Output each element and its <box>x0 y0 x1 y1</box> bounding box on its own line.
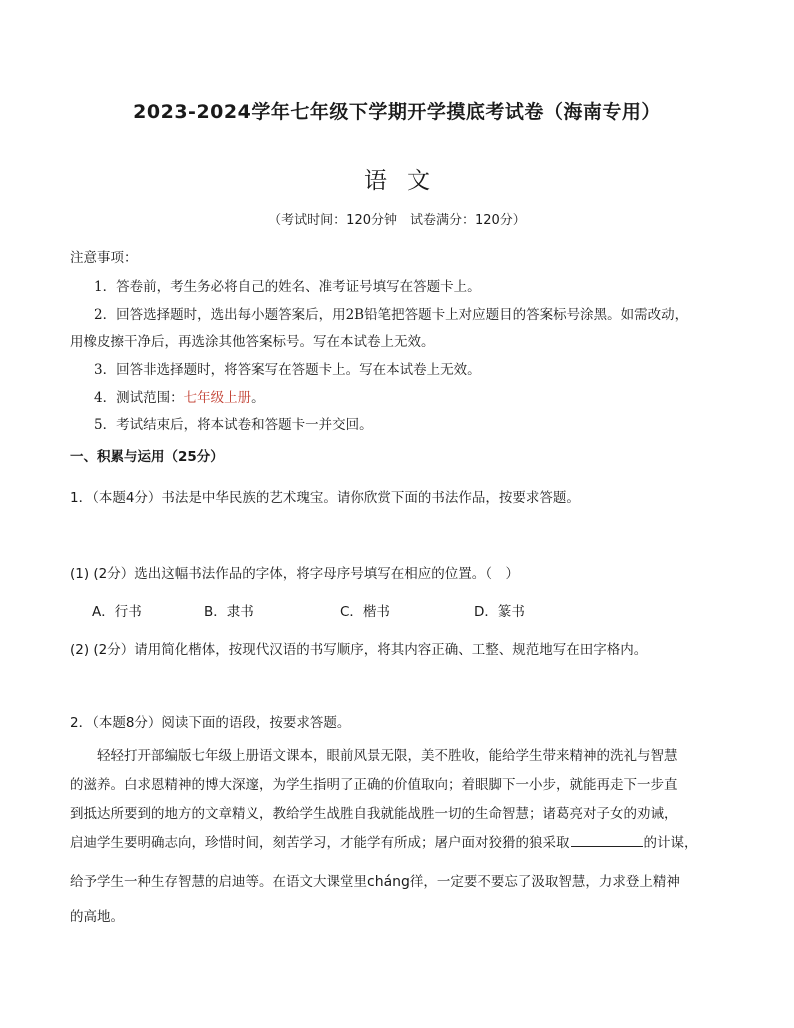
question-1-sub-2: (2) (2分）请用简化楷体，按现代汉语的书写顺序，将其内容正确、工整、规范地写在田字格内。 <box>70 642 648 658</box>
notice-item-2b: 用橡皮擦干净后，再选涂其他答案标号。写在本试卷上无效。 <box>70 334 435 350</box>
pinyin-chang: cháng <box>367 874 410 890</box>
option-d: D．篆书 <box>474 604 525 620</box>
notice-item-4 <box>94 386 265 406</box>
passage-line-3: 到抵达所要到的地方的文章精义，教给学生战胜自我就能战胜一切的生命智慧；诸葛亮对子女的劝诫， <box>70 806 678 822</box>
question-1-stem: 1．（本题4分）书法是中华民族的艺术瑰宝。请你欣赏下面的书法作品，按要求答题。 <box>70 490 580 506</box>
passage-line-4-end: 的计谋， <box>643 835 698 851</box>
option-c: C．楷书 <box>340 604 390 620</box>
passage-line-1: 轻轻打开部编版七年级上册语文课本，眼前风景无限，美不胜收，能给学生带来精神的洗礼与智慧 <box>97 748 678 764</box>
option-a: A．行书 <box>92 604 142 620</box>
notice-item-2a: 2．回答选择题时，选出每小题答案后，用2B铅笔把答题卡上对应题目的答案标号涂黑。如需改动， <box>94 307 689 323</box>
notice-item-1: 1．答卷前，考生务必将自己的姓名、准考证号填写在答题卡上。 <box>94 279 481 295</box>
question-2-stem: 2．（本题8分）阅读下面的语段，按要求答题。 <box>70 715 351 731</box>
passage-line-2: 的滋养。白求恩精神的博大深邃，为学生指明了正确的价值取向；着眼脚下一小步，就能再走下一步直 <box>70 777 678 793</box>
notice-item-4-prefix: 4．测试范围： <box>94 390 184 406</box>
passage-line-5-prefix: 给予学生一种生存智慧的启迪等。在语文大课堂里 <box>70 874 367 890</box>
question-1-sub-1: (1) (2分）选出这幅书法作品的字体，将字母序号填写在相应的位置。（ ） <box>70 566 520 582</box>
passage-line-4 <box>70 831 698 851</box>
exam-info: （考试时间：120分钟 试卷满分：120分） <box>268 213 526 228</box>
passage-line-5-suffix: 徉，一定要不要忘了汲取智慧，力求登上精神 <box>409 874 680 890</box>
subject-title: 语文 <box>364 168 450 194</box>
fill-in-blank[interactable] <box>571 834 643 847</box>
section-1-heading: 一、积累与运用（25分） <box>70 449 224 465</box>
notice-item-5: 5．考试结束后，将本试卷和答题卡一并交回。 <box>94 417 373 433</box>
option-b: B．隶书 <box>204 604 254 620</box>
notice-item-4-suffix: 。 <box>251 390 265 406</box>
notice-heading: 注意事项： <box>70 250 138 266</box>
passage-line-6: 的高地。 <box>70 909 124 925</box>
passage-line-4-text: 启迪学生要明确志向，珍惜时间，刻苦学习，才能学有所成；屠户面对狡猾的狼采取 <box>70 835 570 851</box>
passage-line-5 <box>70 870 680 890</box>
test-range: 七年级上册 <box>183 390 252 406</box>
exam-title: 2023-2024学年七年级下学期开学摸底考试卷（海南专用） <box>133 101 661 123</box>
notice-item-3: 3．回答非选择题时，将答案写在答题卡上。写在本试卷上无效。 <box>94 362 481 378</box>
